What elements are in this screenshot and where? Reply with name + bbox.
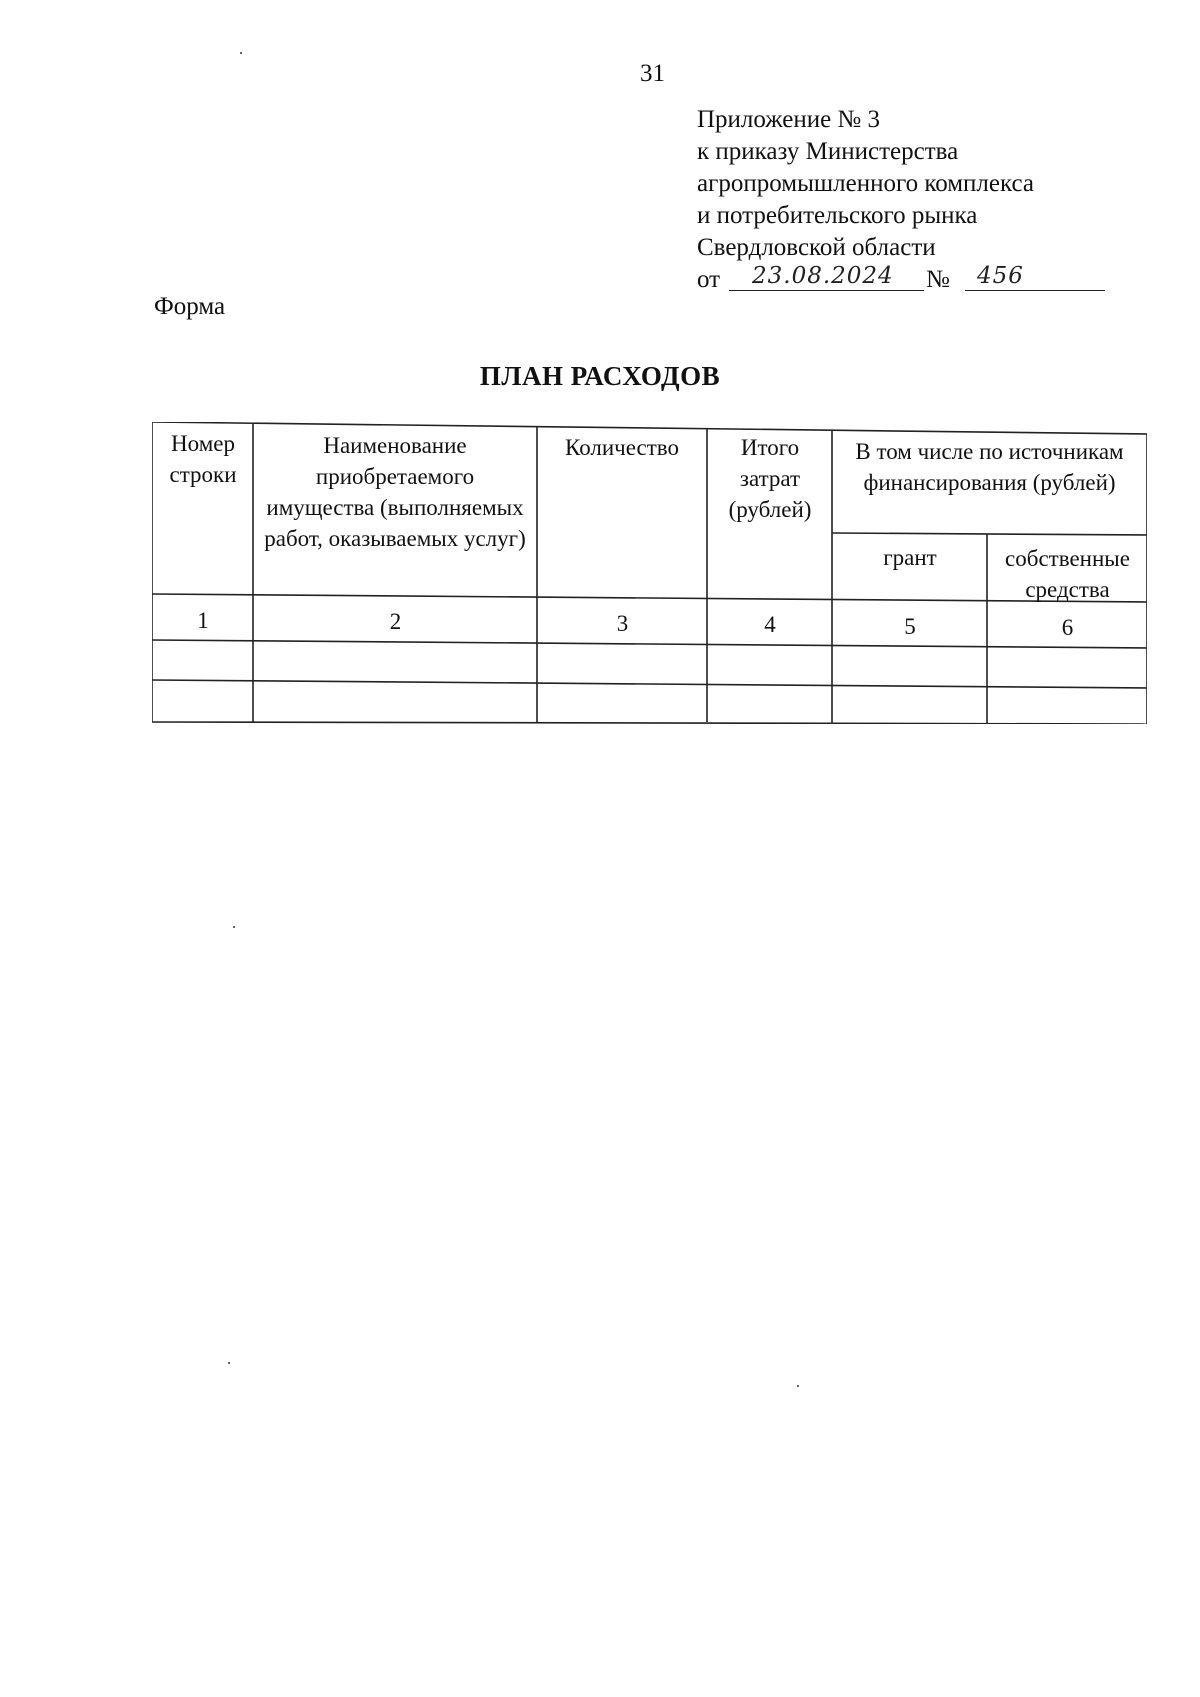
expense-plan-table (152, 422, 1147, 724)
column-number: 1 (197, 608, 209, 633)
order-date-number-line (697, 264, 1034, 298)
column-number: 3 (616, 611, 629, 636)
header-row-number: Номер строки (169, 431, 237, 487)
column-number: 6 (1061, 615, 1074, 640)
header-financing-sources: В том числе по источникам финансирования (рублей) (855, 439, 1124, 495)
appendix-line: и потребительского рынка (697, 202, 978, 229)
from-label: от (697, 266, 721, 293)
header-item-name: Наименование приобретаемого имущества (выполняемых работ, оказываемых услуг) (264, 433, 526, 551)
number-label: № (926, 266, 950, 293)
handwritten-number: 456 (977, 263, 1024, 289)
scan-speck (240, 52, 242, 54)
appendix-line: к приказу Министерства (697, 138, 959, 165)
appendix-line: агропромышленного комплекса (697, 170, 1035, 197)
header-total-cost: Итого затрат (рублей) (728, 435, 812, 522)
appendix-title: Приложение № 3 (697, 106, 881, 133)
form-label: Форма (154, 293, 226, 320)
document-title: ПЛАН РАСХОДОВ (479, 361, 721, 391)
scan-speck (233, 926, 235, 928)
header-own-funds: собственные средства (1005, 546, 1130, 602)
column-number: 5 (904, 614, 916, 639)
header-quantity: Количество (565, 435, 679, 460)
appendix-line: Свердловской области (697, 234, 936, 261)
scan-speck (797, 1385, 799, 1387)
header-grant: грант (883, 545, 937, 570)
page-number: 31 (640, 60, 665, 87)
handwritten-date: 23.08.2024 (752, 263, 894, 289)
column-number: 4 (764, 612, 776, 637)
appendix-header (697, 104, 1034, 298)
scan-speck (228, 1362, 230, 1364)
column-number: 2 (389, 609, 402, 634)
